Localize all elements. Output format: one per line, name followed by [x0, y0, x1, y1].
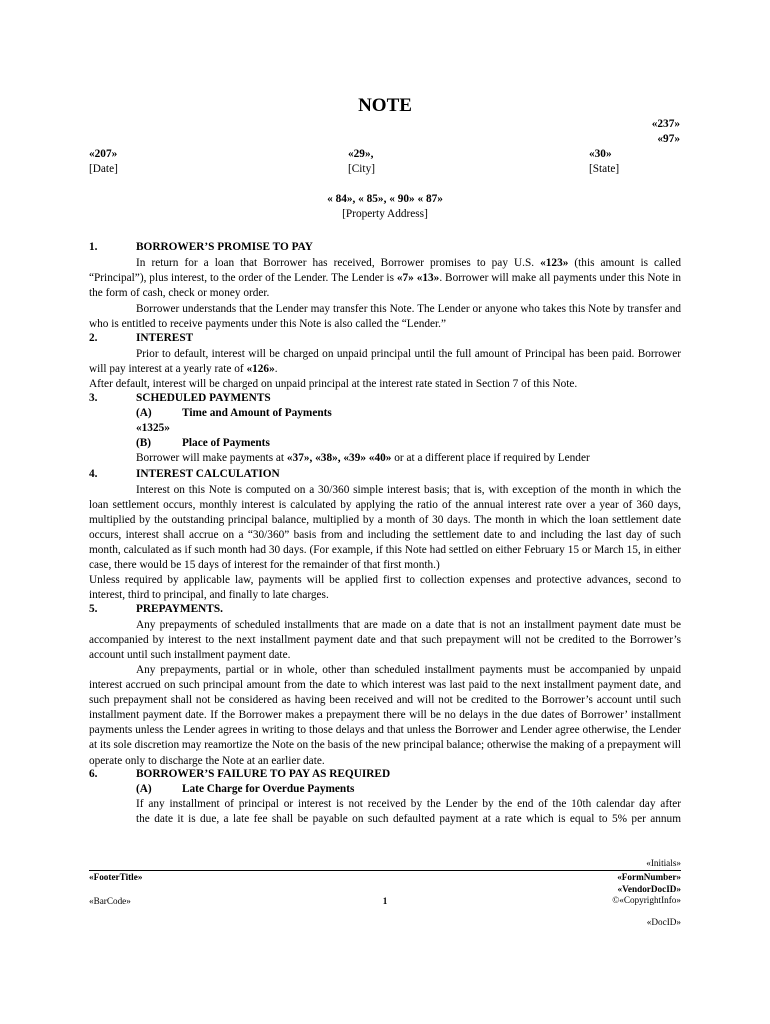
footer-barcode: «BarCode» [89, 896, 131, 906]
section-6a-line-1: If any installment of principal or interest is not received by the Lender by the end of the 10th calendar day after [136, 798, 681, 810]
section-1-paragraph-2: Borrower understands that the Lender may transfer this Note. The Lender or anyone who takes this Note by transfer and who is entitled to receive payments under this Note is also called the “Lender.” [89, 303, 681, 331]
section-3b-label: (B) [136, 437, 152, 449]
section-2-paragraph-1 [89, 347, 681, 377]
section-2-heading: INTEREST [136, 332, 194, 344]
footer-doc-id: «DocID» [646, 917, 681, 927]
page-number: 1 [382, 896, 388, 906]
top-right-field-1: «237» [651, 118, 680, 130]
city-value: «29», [348, 148, 374, 160]
payment-schedule-field: «1325» [136, 422, 170, 434]
city-label: [City] [348, 163, 375, 175]
section-3b-heading: Place of Payments [182, 437, 270, 449]
footer-copyright: ©«CopyrightInfo» [612, 895, 681, 905]
state-value: «30» [589, 148, 612, 160]
section-4-paragraph-1: Interest on this Note is computed on a 30/360 simple interest basis; that is, with exception of the month in which the loan settlement occurs, monthly interest is calculated by applying the ratio of the annual interest rate over a year of 360 days, multiplied by the outstanding principal balance, multiplied by a month of 30 days. The month in which the loan settlement date occurs, interest shall accrue on a “30/360” basis from and including the settlement date to and including the last day of such month, calculated as if such month had 30 days. (For example, if this Note had settled on either February 15 or March 15, in either case, there would be 15 days of interest for the remainder of that first month.) [89, 484, 681, 572]
section-5-heading: PREPAYMENTS. [136, 603, 223, 615]
section-6-number: 6. [89, 768, 98, 780]
section-6a-line-2: the date it is due, a late fee shall be payable on such defaulted payment at a rate which is equal to 5% per annum [136, 813, 681, 825]
s3b-text-1: Borrower will make payments at [136, 452, 287, 464]
interest-rate-field: «126» [246, 363, 275, 376]
section-4-heading: INTEREST CALCULATION [136, 468, 280, 480]
property-address-value: « 84», « 85», « 90» « 87» [327, 193, 443, 205]
section-1-number: 1. [89, 241, 98, 253]
date-value: «207» [89, 148, 118, 160]
footer-form-number: «FormNumber» [617, 872, 681, 882]
property-address-label: [Property Address] [342, 208, 428, 220]
section-3-heading: SCHEDULED PAYMENTS [136, 392, 271, 404]
section-5-paragraph-1: Any prepayments of scheduled installments that are made on a date that is not an installment payment date must be accompanied by interest to the next installment payment date and that such prepayment will not be credited to the Borrower’s account until such installment payment date. [89, 619, 681, 662]
section-2-number: 2. [89, 332, 98, 344]
section-3-number: 3. [89, 392, 98, 404]
section-3a-label: (A) [136, 407, 152, 419]
section-6a-label: (A) [136, 783, 152, 795]
payment-address-field: «37», «38», «39» «40» [286, 452, 392, 464]
section-3a-heading: Time and Amount of Payments [182, 407, 332, 419]
section-4-number: 4. [89, 468, 98, 480]
s1-text-a: In return for a loan that Borrower has received, Borrower promises to pay U.S. [136, 257, 541, 269]
s3b-text-3: or at a different place if required by Lender [391, 452, 590, 464]
s1-text-c: (this amount is called “Principal”), plus interest, to the order of the Lender. The Lender is [89, 257, 681, 285]
document-title: NOTE [358, 95, 412, 116]
footer-divider [89, 870, 681, 871]
date-label: [Date] [89, 163, 118, 175]
top-right-field-2: «97» [657, 133, 680, 145]
section-3b-text [136, 452, 590, 464]
section-5-paragraph-2: Any prepayments, partial or in whole, other than scheduled installment payments must be accompanied by unpaid interest accrued on such principal amount from the date to which interest was last paid to the next installment payment date, and such prepayment shall not be considered as having been received and will not be credited to the Borrower’s account until such installment payment date. If the Borrower makes a prepayment there will be no delays in the due dates of Borrower’ installment payments unless the Lender agrees in writing to those delays and that unless the Borrower and Lender agree otherwise, the Lender at its sole discretion may reamortize the Note on the basis of the new principal balance; otherwise the making of a prepayment will operate only to discharge the Note at an earlier date. [89, 664, 681, 767]
section-2-paragraph-2: After default, interest will be charged on unpaid principal at the interest rate stated in Section 7 of this Note. [89, 378, 578, 390]
section-5-number: 5. [89, 603, 98, 615]
footer-vendor-doc-id: «VendorDocID» [617, 884, 681, 894]
section-6-heading: BORROWER’S FAILURE TO PAY AS REQUIRED [136, 768, 391, 780]
s2-text-a: Prior to default, interest will be charged on unpaid principal until the full amount of Principal has been paid. Borrower will pay interest at a yearly rate of [89, 348, 681, 376]
principal-amount-field: «123» [540, 257, 569, 269]
s1-text-e: . Borrower will make all payments under this Note in the form of cash, check or money order. [89, 272, 681, 300]
section-4-paragraph-2: Unless required by applicable law, payments will be applied first to collection expenses and protective advances, second to interest, third to principal, and finally to late charges. [89, 574, 681, 602]
footer-initials: «Initials» [646, 858, 681, 868]
section-1-paragraph-1 [89, 256, 681, 301]
lender-name-field: «7» «13» [396, 272, 440, 285]
state-label: [State] [589, 163, 620, 175]
s2-text-c: . [274, 363, 278, 376]
footer-title: «FooterTitle» [89, 872, 143, 882]
section-1-heading: BORROWER’S PROMISE TO PAY [136, 241, 313, 253]
section-6a-heading: Late Charge for Overdue Payments [182, 783, 355, 795]
